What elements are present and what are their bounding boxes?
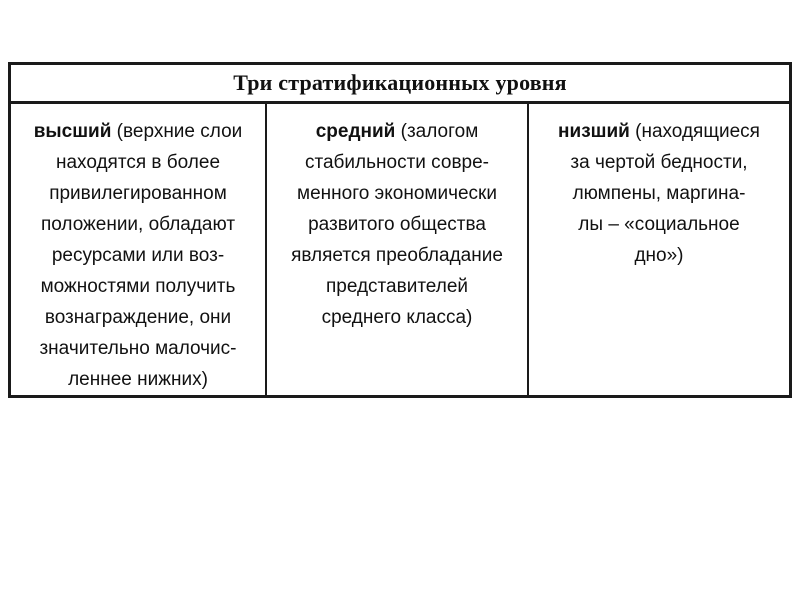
description-line: представителей xyxy=(325,276,469,297)
description-line: дно») xyxy=(634,245,684,266)
column-first-line xyxy=(529,116,789,147)
description-line: можностями получить xyxy=(40,276,236,297)
description-line: среднего класса) xyxy=(321,307,473,328)
description-line: (верхние слои xyxy=(111,121,243,142)
description-line: менного экономически xyxy=(297,183,497,204)
description-line: за чертой бедности, xyxy=(570,152,748,173)
description-line: ресурсами или воз- xyxy=(51,245,225,266)
column-first-line xyxy=(11,116,265,147)
stratification-table xyxy=(8,62,792,398)
description-line: (залогом xyxy=(395,121,479,142)
description-line: стабильности совре- xyxy=(304,152,490,173)
description-line: люмпены, маргина- xyxy=(572,183,746,204)
level-term-lower: низший xyxy=(558,121,630,142)
level-term-middle: средний xyxy=(315,121,396,142)
table-title: Три стратификационных уровня xyxy=(11,65,789,104)
column-first-line xyxy=(267,116,527,147)
description-line: является преобладание xyxy=(291,245,503,266)
description-line: привилегированном xyxy=(49,183,227,204)
description-line: положении, обладают xyxy=(40,214,236,235)
description-line: значительно малочис- xyxy=(39,338,237,359)
description-line: лы – «социальное xyxy=(578,214,740,235)
column-lower-level xyxy=(529,104,789,395)
column-upper-level xyxy=(11,104,267,395)
description-line: развитого общества xyxy=(308,214,486,235)
description-line: находятся в более xyxy=(55,152,221,173)
description-line: леннее нижних) xyxy=(68,369,208,390)
description-line: (находящиеся xyxy=(629,121,760,142)
level-term-upper: высший xyxy=(33,121,112,142)
column-middle-level xyxy=(267,104,529,395)
table-body xyxy=(11,104,789,395)
description-line: вознаграждение, они xyxy=(44,307,232,328)
